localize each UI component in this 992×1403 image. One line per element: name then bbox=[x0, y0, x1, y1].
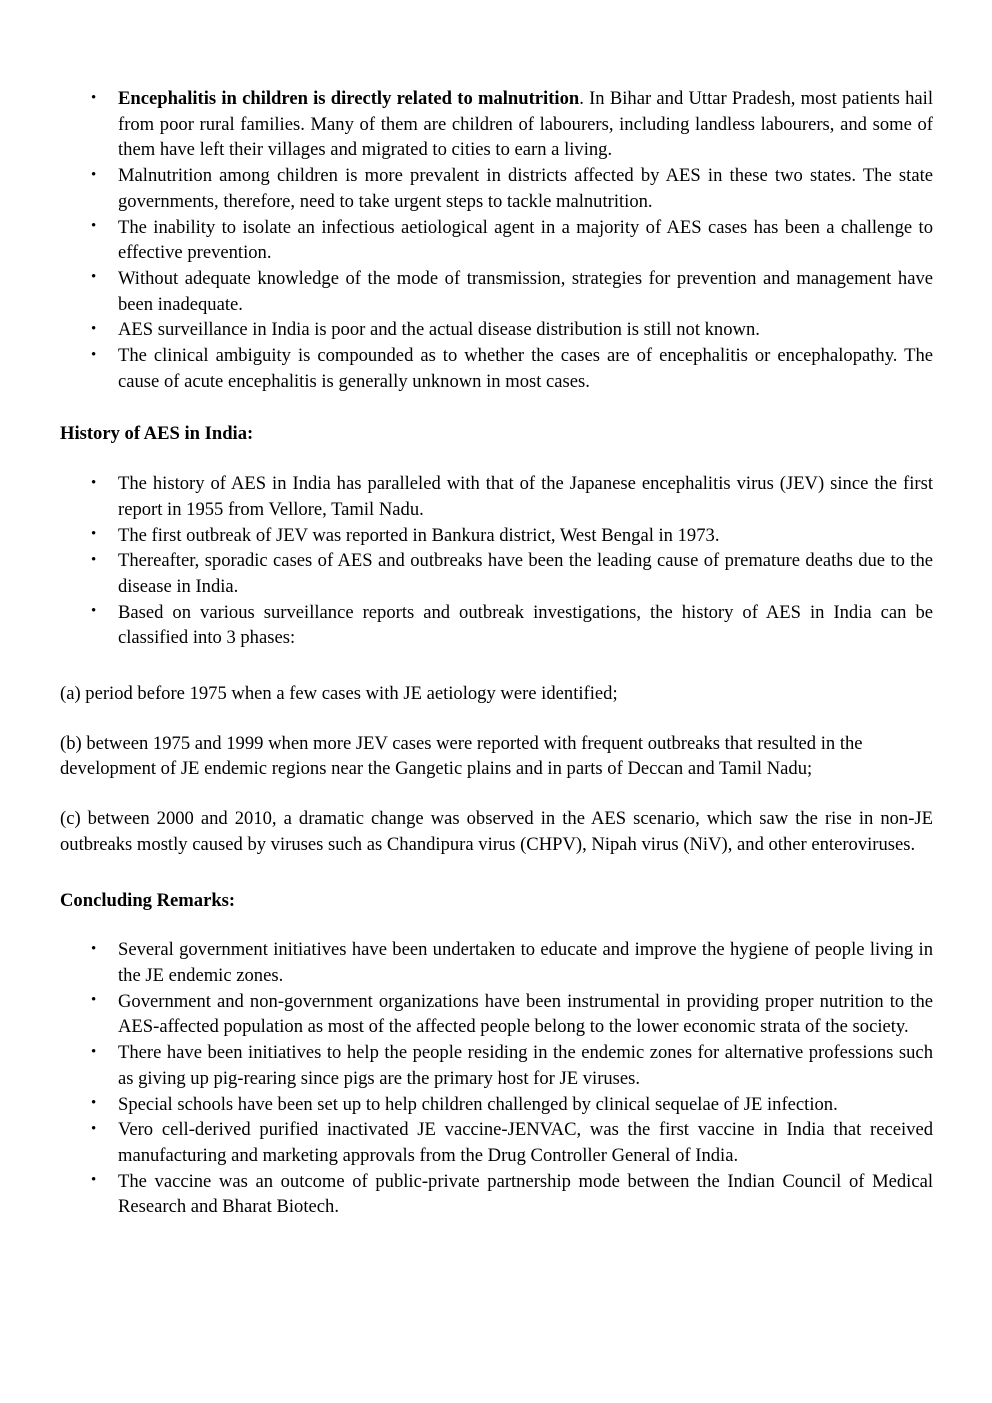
list-item bbox=[60, 1040, 933, 1091]
challenges-bullet-list bbox=[60, 86, 933, 394]
list-item bbox=[60, 937, 933, 988]
bullet-body-text: Special schools have been set up to help children challenged by clinical sequelae of JE infection. bbox=[118, 1093, 838, 1115]
phase-paragraph-c: (c) between 2000 and 2010, a dramatic change was observed in the AES scenario, which saw the rise in non-JE outbreaks mostly caused by viruses such as Chandipura virus (CHPV), Nipah virus (NiV), and other enteroviruses. bbox=[60, 808, 933, 855]
bullet-body-text: Government and non-government organizations have been instrumental in providing proper nutrition to the AES-affected population as most of the affected people belong to the lower economic strata of the society. bbox=[118, 990, 933, 1038]
phase-paragraph-a: (a) period before 1975 when a few cases with JE aetiology were identified; bbox=[60, 683, 618, 705]
list-item bbox=[60, 1169, 933, 1220]
spacer bbox=[60, 782, 933, 806]
bullet-body-text: Based on various surveillance reports and outbreak investigations, the history of AES in India can be classified into 3 phases: bbox=[118, 601, 933, 649]
spacer bbox=[60, 707, 933, 731]
history-bullet-list bbox=[60, 471, 933, 651]
bullet-body-text: Thereafter, sporadic cases of AES and outbreaks have been the leading cause of premature deaths due to the disease in India. bbox=[118, 550, 933, 597]
list-item bbox=[60, 266, 933, 317]
bullet-body-text: Malnutrition among children is more prevalent in districts affected by AES in these two states. The state governments, therefore, need to take urgent steps to tackle malnutrition. bbox=[118, 165, 933, 212]
document-body bbox=[60, 86, 933, 1220]
list-item bbox=[60, 1117, 933, 1168]
list-item bbox=[60, 86, 933, 163]
list-item bbox=[60, 343, 933, 394]
list-item bbox=[60, 548, 933, 599]
phase-paragraph-b: (b) between 1975 and 1999 when more JEV cases were reported with frequent outbreaks that resulted in the development of JE endemic regions near the Gangetic plains and in parts of Deccan and Tamil Nadu; bbox=[60, 732, 863, 780]
bullet-body-text: The inability to isolate an infectious aetiological agent in a majority of AES cases has been a challenge to effective prevention. bbox=[118, 216, 933, 264]
section-heading-concluding: Concluding Remarks: bbox=[60, 889, 236, 911]
list-item bbox=[60, 989, 933, 1040]
bullet-body-text: . In Bihar and Uttar Pradesh, most patients hail from poor rural families. Many of them are children of labourers, including landless labourers, and some of them have left their villages and migrated to cities to earn a living. bbox=[118, 88, 934, 161]
bullet-lead-text: Encephalitis in children is directly related to malnutrition bbox=[118, 88, 580, 109]
concluding-bullet-list bbox=[60, 937, 933, 1220]
bullet-body-text: Without adequate knowledge of the mode of transmission, strategies for prevention and management have been inadequate. bbox=[118, 267, 933, 315]
spacer bbox=[60, 913, 933, 937]
list-item bbox=[60, 600, 933, 651]
bullet-body-text: There have been initiatives to help the people residing in the endemic zones for alternative professions such as giving up pig-rearing since pigs are the primary host for JE viruses. bbox=[118, 1042, 933, 1089]
list-item bbox=[60, 317, 933, 343]
section-heading-history: History of AES in India: bbox=[60, 423, 254, 445]
list-item bbox=[60, 1092, 933, 1118]
bullet-body-text: AES surveillance in India is poor and the actual disease distribution is still not known. bbox=[118, 319, 760, 341]
list-item bbox=[60, 471, 933, 522]
spacer bbox=[60, 651, 933, 681]
bullet-body-text: Several government initiatives have been undertaken to educate and improve the hygiene of people living in the JE endemic zones. bbox=[118, 939, 933, 986]
spacer bbox=[60, 858, 933, 888]
bullet-body-text: The history of AES in India has paralleled with that of the Japanese encephalitis virus (JEV) since the first report in 1955 from Vellore, Tamil Nadu. bbox=[118, 473, 933, 520]
bullet-body-text: The vaccine was an outcome of public-private partnership mode between the Indian Council of Medical Research and Bharat Biotech. bbox=[118, 1170, 933, 1218]
list-item bbox=[60, 215, 933, 266]
spacer bbox=[60, 394, 933, 421]
bullet-body-text: Vero cell-derived purified inactivated JE vaccine-JENVAC, was the first vaccine in India that received manufacturing and marketing approvals from the Drug Controller General of India. bbox=[118, 1119, 933, 1166]
list-item bbox=[60, 523, 933, 549]
bullet-body-text: The first outbreak of JEV was reported in Bankura district, West Bengal in 1973. bbox=[118, 524, 720, 546]
list-item bbox=[60, 163, 933, 214]
bullet-body-text: The clinical ambiguity is compounded as to whether the cases are of encephalitis or encephalopathy. The cause of acute encephalitis is generally unknown in most cases. bbox=[118, 345, 933, 392]
spacer bbox=[60, 447, 933, 471]
